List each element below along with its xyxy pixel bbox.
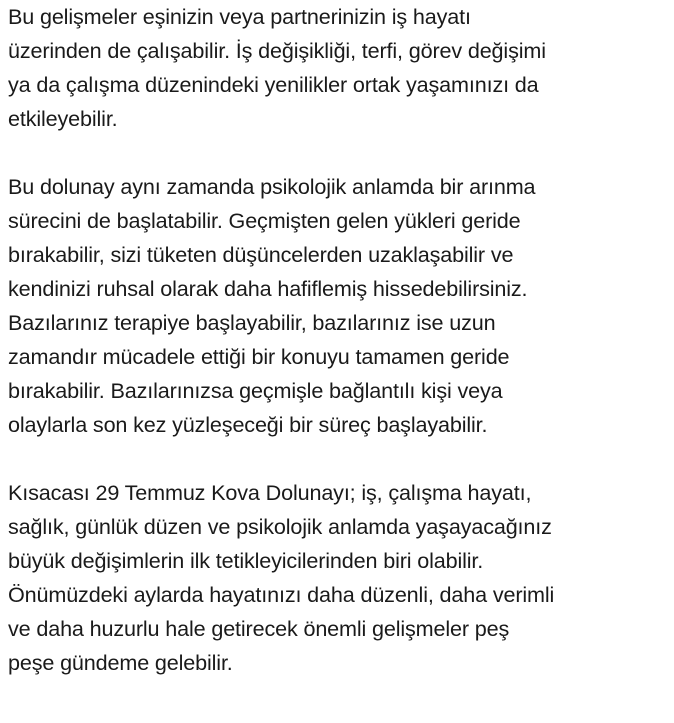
text-line: zamandır mücadele ettiği bir konuyu tamamen geride [8, 344, 510, 369]
paragraph-summary [8, 476, 674, 680]
text-line: peşe gündeme gelebilir. [8, 650, 233, 675]
text-line: bırakabilir, sizi tüketen düşüncelerden uzaklaşabilir ve [8, 242, 514, 267]
text-line: ya da çalışma düzenindeki yenilikler ortak yaşamınızı da [8, 72, 539, 97]
text-line: Bu dolunay aynı zamanda psikolojik anlamda bir arınma [8, 174, 536, 199]
text-line: büyük değişimlerin ilk tetikleyicilerinden biri olabilir. [8, 548, 484, 573]
text-line: kendinizi ruhsal olarak daha hafiflemiş hissedebilirsiniz. [8, 276, 528, 301]
text-line: bırakabilir. Bazılarınızsa geçmişle bağlantılı kişi veya [8, 378, 503, 403]
text-line: Bu gelişmeler eşinizin veya partnerinizin iş hayatı [8, 4, 471, 29]
text-line: Bazılarınız terapiye başlayabilir, bazılarınız ise uzun [8, 310, 496, 335]
text-line: sağlık, günlük düzen ve psikolojik anlamda yaşayacağınız [8, 514, 552, 539]
text-line: üzerinden de çalışabilir. İş değişikliği, terfi, görev değişimi [8, 38, 546, 63]
text-line: sürecini de başlatabilir. Geçmişten gelen yükleri geride [8, 208, 521, 233]
paragraph-partner-work-life [8, 0, 674, 136]
text-line: etkileyebilir. [8, 106, 118, 131]
text-line: Önümüzdeki aylarda hayatınızı daha düzenli, daha verimli [8, 582, 555, 607]
paragraph-psychological-cleansing [8, 170, 674, 442]
text-line: ve daha huzurlu hale getirecek önemli gelişmeler peş [8, 616, 510, 641]
text-line: Kısacası 29 Temmuz Kova Dolunayı; iş, çalışma hayatı, [8, 480, 532, 505]
text-line: olaylarla son kez yüzleşeceği bir süreç başlayabilir. [8, 412, 488, 437]
